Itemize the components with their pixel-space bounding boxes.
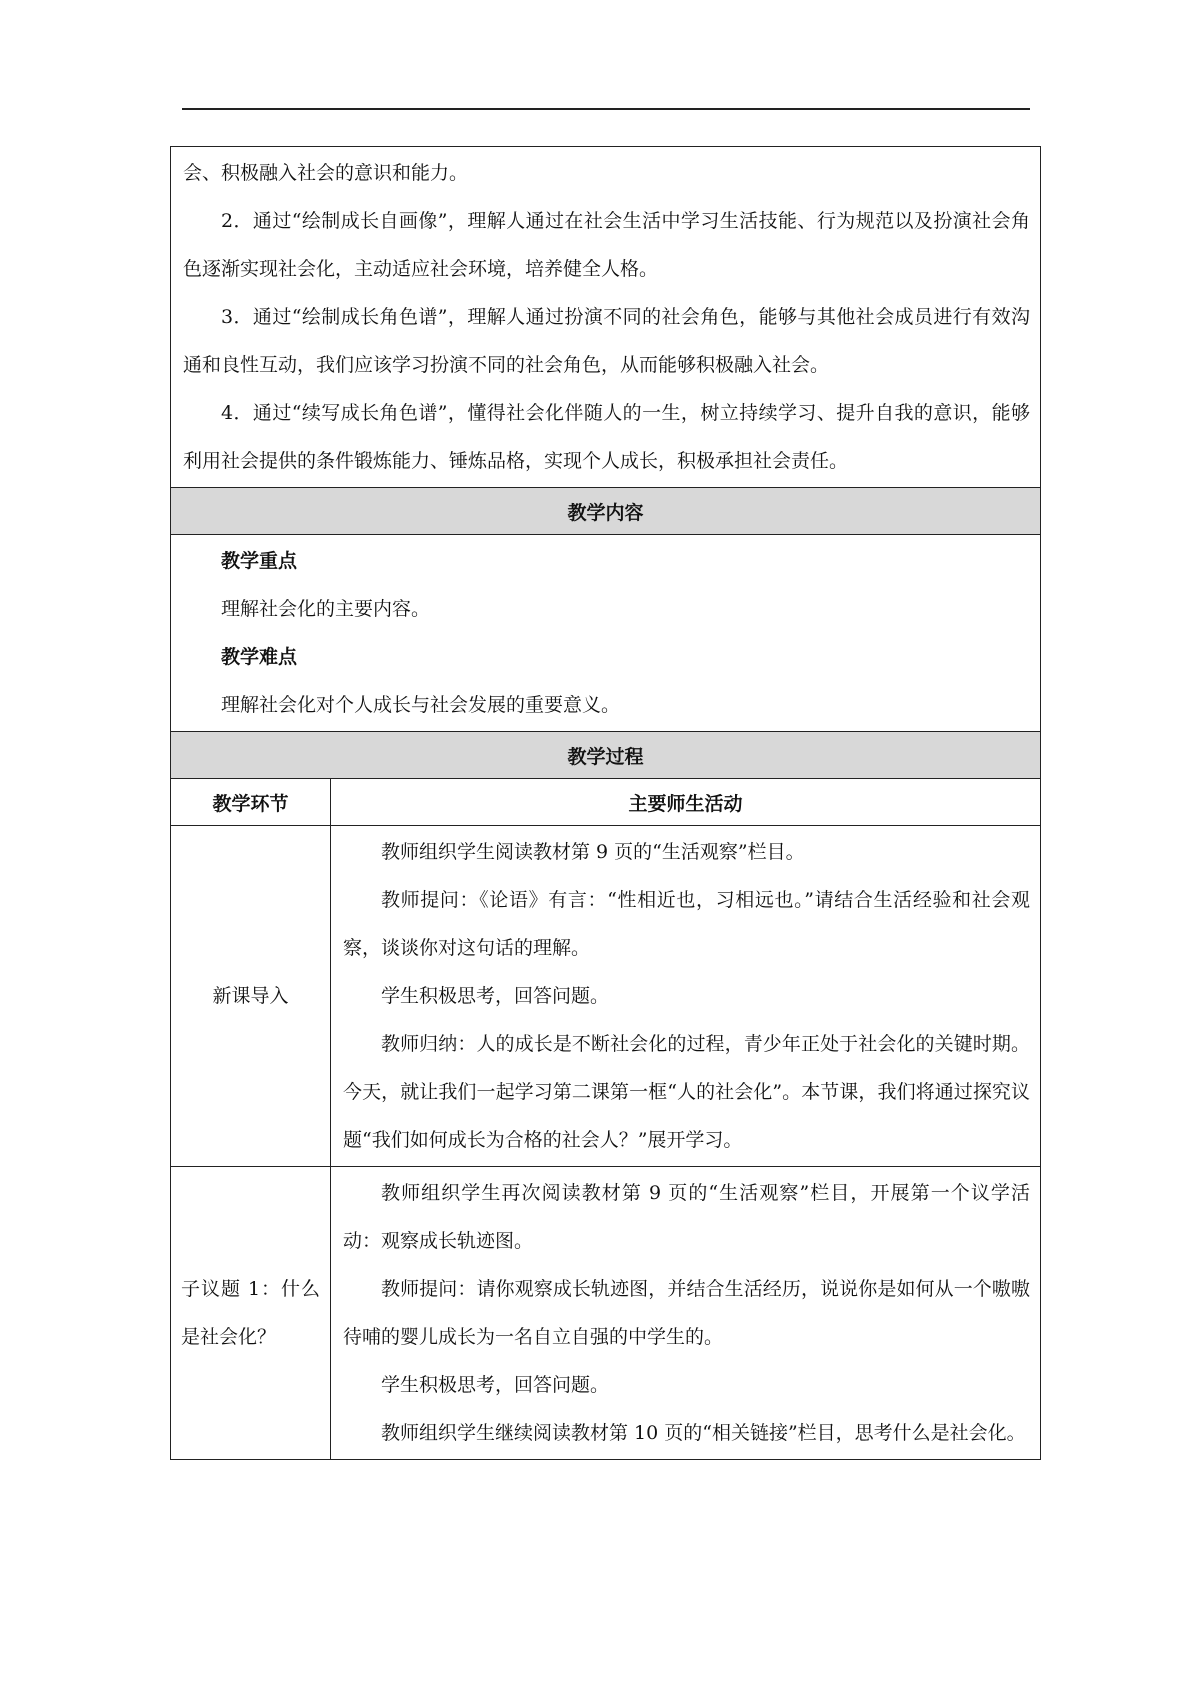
stage-label: 子议题 1：什么是社会化？: [171, 1167, 331, 1460]
activity-paragraph: 教师提问：请你观察成长轨迹图，并结合生活经历，说说你是如何从一个嗷嗷待哺的婴儿成长为一名自立自强的中学生的。: [343, 1278, 1030, 1348]
activity-paragraph: 教师归纳：人的成长是不断社会化的过程，青少年正处于社会化的关键时期。今天，就让我们一起学习第二课第一框“人的社会化”。本节课，我们将通过探究议题“我们如何成长为合格的社会人？”展开学习。: [343, 1033, 1030, 1151]
content-cell: [171, 535, 1041, 732]
process-row-intro: [171, 826, 1041, 1167]
column-header-stage: 教学环节: [171, 779, 331, 826]
key-point-title: 教学重点: [221, 550, 298, 572]
activity-paragraph: 学生积极思考，回答问题。: [381, 985, 610, 1007]
process-section-header: 教学过程: [171, 732, 1041, 779]
content-header-row: [171, 488, 1041, 535]
objective-paragraph: 4．通过“续写成长角色谱”，懂得社会化伴随人的一生，树立持续学习、提升自我的意识，能够利用社会提供的条件锻炼能力、锤炼品格，实现个人成长，积极承担社会责任。: [183, 402, 1030, 472]
difficulty-text: 理解社会化对个人成长与社会发展的重要意义。: [221, 694, 621, 716]
objectives-cell: [171, 147, 1041, 488]
activity-cell: [331, 826, 1041, 1167]
content-row: [171, 535, 1041, 732]
objective-paragraph: 会、积极融入社会的意识和能力。: [183, 162, 469, 184]
activity-paragraph: 学生积极思考，回答问题。: [381, 1374, 610, 1396]
content-section-header: 教学内容: [171, 488, 1041, 535]
process-column-header-row: [171, 779, 1041, 826]
objective-paragraph: 2．通过“绘制成长自画像”，理解人通过在社会生活中学习生活技能、行为规范以及扮演社会角色逐渐实现社会化，主动适应社会环境，培养健全人格。: [183, 210, 1030, 280]
process-row-subtopic-1: [171, 1167, 1041, 1460]
objectives-row: [171, 147, 1041, 488]
activity-paragraph: 教师组织学生继续阅读教材第 10 页的“相关链接”栏目，思考什么是社会化。: [381, 1422, 1026, 1444]
activity-paragraph: 教师提问：《论语》有言：“性相近也，习相远也。”请结合生活经验和社会观察，谈谈你对这句话的理解。: [343, 889, 1030, 959]
lesson-plan-table: [170, 146, 1041, 1460]
objective-paragraph: 3．通过“绘制成长角色谱”，理解人通过扮演不同的社会角色，能够与其他社会成员进行有效沟通和良性互动，我们应该学习扮演不同的社会角色，从而能够积极融入社会。: [183, 306, 1030, 376]
process-header-row: [171, 732, 1041, 779]
header-rule: [182, 108, 1030, 110]
column-header-activity: 主要师生活动: [331, 779, 1041, 826]
activity-paragraph: 教师组织学生再次阅读教材第 9 页的“生活观察”栏目，开展第一个议学活动：观察成长轨迹图。: [343, 1182, 1030, 1252]
key-point-text: 理解社会化的主要内容。: [221, 598, 431, 620]
stage-label: 新课导入: [171, 826, 331, 1167]
activity-paragraph: 教师组织学生阅读教材第 9 页的“生活观察”栏目。: [381, 841, 805, 863]
difficulty-title: 教学难点: [221, 646, 298, 668]
activity-cell: [331, 1167, 1041, 1460]
